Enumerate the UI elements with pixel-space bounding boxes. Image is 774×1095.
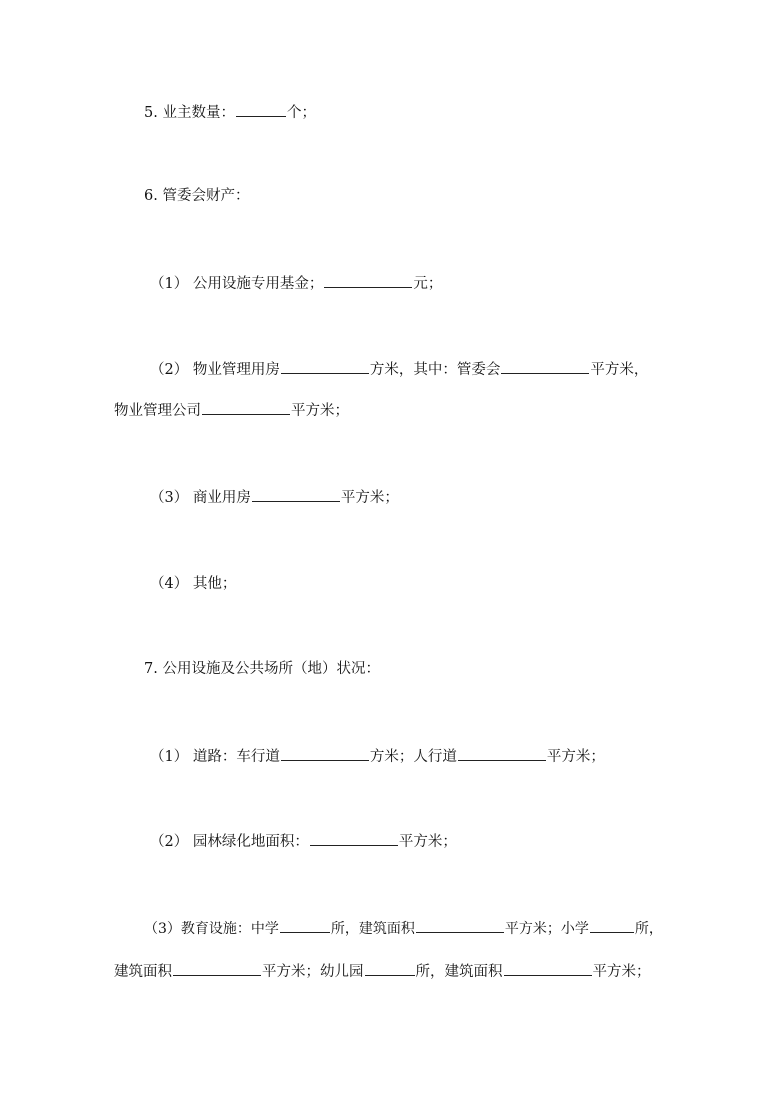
item-7-facilities	[144, 659, 380, 679]
item-6-4-other	[150, 574, 236, 594]
item-7-1-mid: 方米；人行道	[369, 749, 457, 765]
item-6-2-unit: 平方米，	[590, 362, 649, 378]
item-6-2-company-unit: 平方米；	[291, 403, 349, 419]
item-5-label: 5. 业主数量：	[144, 105, 235, 121]
middle-school-count-blank[interactable]	[280, 918, 330, 933]
item-6-1-public-fund	[150, 273, 442, 294]
item-6-2-label: （2） 物业管理用房	[150, 362, 280, 378]
committee-area-blank[interactable]	[501, 359, 589, 374]
item-6-2-management-housing	[150, 359, 648, 380]
item-7-label: 7. 公用设施及公共场所（地）状况：	[144, 661, 380, 677]
kindergarten-area-blank[interactable]	[504, 961, 592, 976]
item-7-2-green-area	[150, 831, 457, 852]
item-6-1-label: （1） 公用设施专用基金；	[150, 276, 324, 292]
item-7-1-label: （1） 道路：车行道	[150, 749, 280, 765]
item-6-4-label: （4） 其他；	[150, 576, 237, 592]
item-6-1-unit: 元；	[413, 276, 443, 292]
item-7-3-t1: 所，建筑面积	[330, 921, 415, 937]
middle-school-area-blank[interactable]	[416, 918, 504, 933]
primary-school-count-blank[interactable]	[590, 918, 634, 933]
management-housing-blank[interactable]	[281, 359, 369, 374]
company-area-blank[interactable]	[202, 400, 290, 415]
item-6-label: 6. 管委会财产：	[144, 188, 250, 204]
item-7-3-label: （3）教育设施：中学	[144, 921, 279, 937]
item-7-2-label: （2） 园林绿化地面积：	[150, 834, 309, 850]
green-area-blank[interactable]	[310, 831, 398, 846]
item-7-3-t2: 平方米；小学	[504, 921, 589, 937]
item-5-unit: 个；	[286, 105, 316, 121]
primary-school-area-blank[interactable]	[173, 961, 261, 976]
item-6-3-label: （3） 商业用房	[150, 490, 251, 506]
item-7-3-education	[144, 918, 663, 939]
owner-count-blank[interactable]	[236, 102, 286, 117]
item-7-1-unit: 平方米；	[546, 749, 605, 765]
sidewalk-area-blank[interactable]	[458, 746, 546, 761]
item-7-1-roads	[150, 746, 605, 767]
item-6-2-company-label: 物业管理公司	[114, 403, 201, 419]
item-6-3-unit: 平方米；	[340, 490, 399, 506]
item-6-2-mid: 方米，其中：管委会	[369, 362, 501, 378]
kindergarten-count-blank[interactable]	[365, 961, 415, 976]
item-7-2-unit: 平方米；	[398, 834, 457, 850]
roadway-area-blank[interactable]	[281, 746, 369, 761]
item-7-3-l2-label: 建筑面积	[114, 964, 172, 980]
item-7-3-l2-t1: 平方米；幼儿园	[262, 964, 364, 980]
item-5-owner-count	[144, 102, 316, 123]
item-7-3-l2-unit: 平方米；	[592, 964, 651, 980]
commercial-area-blank[interactable]	[252, 487, 340, 502]
public-fund-blank[interactable]	[324, 273, 412, 288]
item-7-3-l2-t2: 所，建筑面积	[415, 964, 503, 980]
item-7-3-line2	[114, 961, 651, 982]
item-6-3-commercial-housing	[150, 487, 399, 508]
item-6-committee-property	[144, 186, 249, 206]
item-7-3-t3: 所，	[634, 921, 663, 937]
item-6-2-line2	[114, 400, 349, 421]
